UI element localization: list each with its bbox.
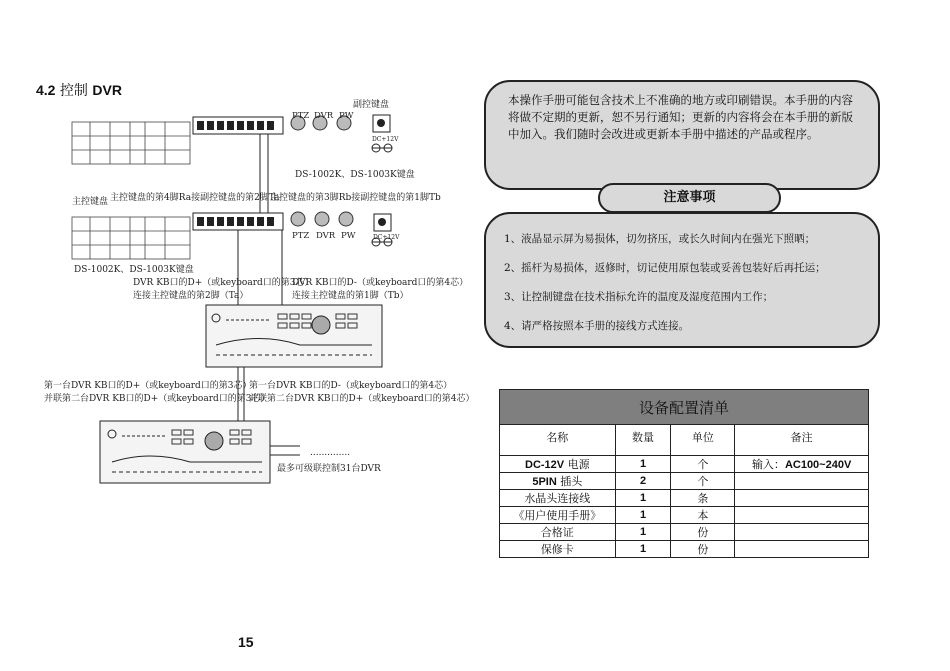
cell-qty: 1 <box>615 456 671 473</box>
table-row <box>500 456 869 473</box>
chain-ellipsis: .............. <box>310 448 351 458</box>
dvr-unit-1 <box>206 305 382 367</box>
cell-unit: 个 <box>671 456 735 473</box>
header-note: 备注 <box>735 425 869 456</box>
main-keyboard-pin-table <box>72 217 190 259</box>
table-row <box>500 473 869 490</box>
dvr1-minus-line1: DVR KB口的D-（或keyboard口的第4芯） <box>292 278 469 288</box>
section-title-en: DVR <box>92 82 122 98</box>
cell-unit: 本 <box>671 507 735 524</box>
cell-note <box>735 490 869 507</box>
disclaimer-box <box>484 80 880 190</box>
cell-qty: 1 <box>615 524 671 541</box>
cell-unit: 份 <box>671 524 735 541</box>
sub-model-label: DS-1002K、DS-1003K键盘 <box>295 170 415 180</box>
sub-port-ptz-label: PTZ <box>292 111 310 121</box>
table-row <box>500 507 869 524</box>
header-name: 名称 <box>500 425 616 456</box>
main-port-pw-label: PW <box>341 231 356 241</box>
header-qty: 数量 <box>615 425 671 456</box>
sub-dc-label: DC+12V <box>372 136 399 143</box>
table-row <box>500 541 869 558</box>
cell-name: 5PIN 插头 <box>500 473 616 490</box>
main-keyboard-label: 主控键盘 <box>72 197 109 207</box>
section-title-cn: 控制 <box>59 83 88 99</box>
cell-note: 输入：AC100~240V <box>735 456 869 473</box>
page-number: 15 <box>238 634 254 650</box>
sub-keyboard-pin-table <box>72 122 190 164</box>
dvr1-minus-line2: 连接主控键盘的第1脚（Tb） <box>292 291 409 301</box>
chain-minus-line2: 并联第二台DVR KB口的D+（或keyboard口的第4芯） <box>249 394 475 404</box>
sub-keyboard-label: 副控键盘 <box>353 100 390 110</box>
dvr1-plus-line1: DVR KB口的D+（或keyboard口的第3芯） <box>133 278 314 288</box>
cell-name: DC-12V 电源 <box>500 456 616 473</box>
main-model-label: DS-1002K、DS-1003K键盘 <box>74 265 194 275</box>
cell-note <box>735 473 869 490</box>
caution-box <box>484 212 880 348</box>
cell-note <box>735 507 869 524</box>
caution-item: 2、摇杆为易损体，返修时，切记使用原包装或妥善包装好后再托运； <box>504 262 826 274</box>
cell-qty: 1 <box>615 490 671 507</box>
config-table-title: 设备配置清单 <box>500 390 869 425</box>
chain-plus-line2: 并联第二台DVR KB口的D+（或keyboard口的第3芯） <box>44 394 270 404</box>
chain-plus-line1: 第一台DVR KB口的D+（或keyboard口的第3芯） <box>44 381 252 391</box>
cell-qty: 1 <box>615 541 671 558</box>
cell-unit: 份 <box>671 541 735 558</box>
cell-unit: 个 <box>671 473 735 490</box>
chain-minus-line1: 第一台DVR KB口的D-（或keyboard口的第4芯） <box>249 381 453 391</box>
dvr-unit-2 <box>100 421 270 483</box>
caution-item: 3、让控制键盘在技术指标允许的温度及湿度范围内工作； <box>504 291 774 303</box>
caution-item: 1、液晶显示屏为易损体，切勿挤压，或长久时间内在强光下照晒； <box>504 233 816 245</box>
table-row <box>500 524 869 541</box>
wire-tb-label: 主控键盘的第3脚Rb接副控键盘的第1脚Tb <box>270 193 441 203</box>
config-table <box>499 389 869 558</box>
main-port-dvr-label: DVR <box>316 231 336 241</box>
dvr1-plus-line2: 连接主控键盘的第2脚（Ta） <box>133 291 249 301</box>
main-port-ptz-label: PTZ <box>292 231 310 241</box>
table-row <box>500 490 869 507</box>
cell-qty: 1 <box>615 507 671 524</box>
cell-qty: 2 <box>615 473 671 490</box>
caution-item: 4、请严格按照本手册的接线方式连接。 <box>504 320 690 332</box>
cell-name: 保修卡 <box>500 541 616 558</box>
cell-note <box>735 541 869 558</box>
max-dvr-label: 最多可级联控制31台DVR <box>277 464 381 474</box>
config-table-header <box>500 425 869 456</box>
section-number: 4.2 <box>36 82 56 98</box>
sub-port-pw-label: PW <box>339 111 354 121</box>
wire-ta-label: 主控键盘的第4脚Ra接副控键盘的第2脚Ta <box>110 193 280 203</box>
main-dc-label: DC+12V <box>373 234 400 241</box>
cell-name: 《用户使用手册》 <box>500 507 616 524</box>
disclaimer-text: 本操作手册可能包含技术上不准确的地方或印刷错误。本手册的内容将做不定期的更新，恕不另行通知；更新的内容将会在本手册的新版中加入。我们随时会改进或更新本手册中描述的产品或程序。 <box>508 93 853 141</box>
cell-unit: 条 <box>671 490 735 507</box>
sub-port-dvr-label: DVR <box>314 111 334 121</box>
cell-name: 合格证 <box>500 524 616 541</box>
header-unit: 单位 <box>671 425 735 456</box>
cell-name: 水晶头连接线 <box>500 490 616 507</box>
cell-note <box>735 524 869 541</box>
caution-title: 注意事项 <box>598 183 781 213</box>
